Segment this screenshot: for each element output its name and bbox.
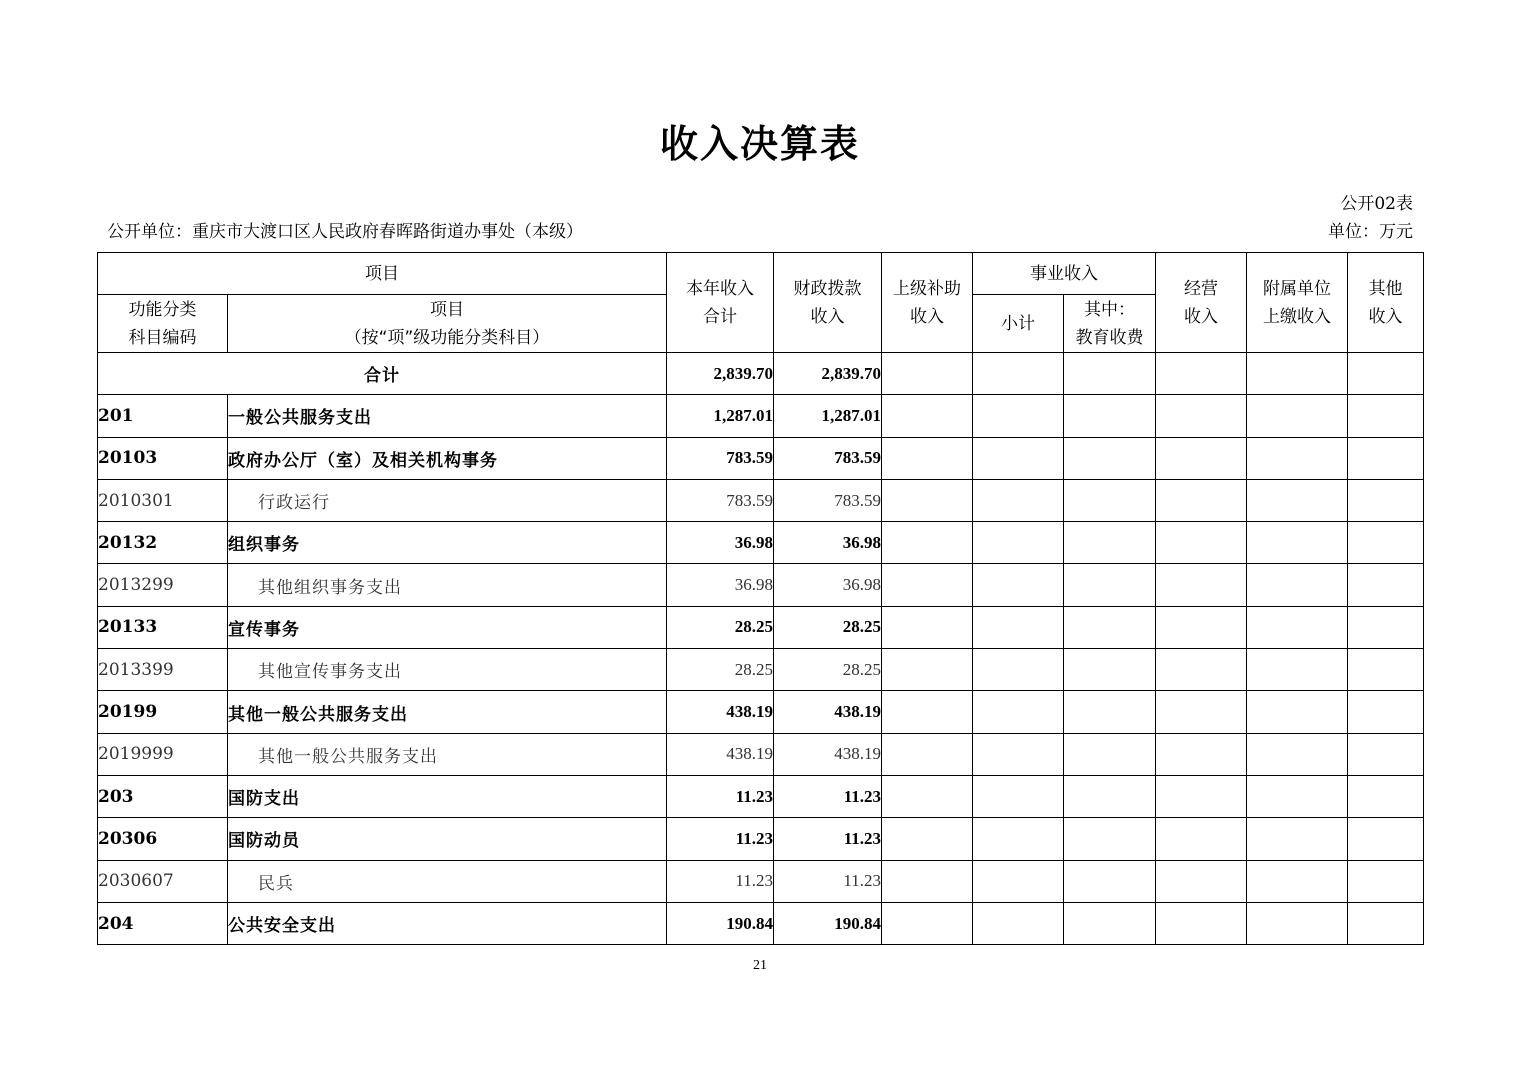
empty-cell <box>882 606 973 648</box>
empty-cell <box>1064 775 1156 817</box>
empty-cell <box>1156 733 1247 775</box>
empty-cell <box>1247 479 1348 521</box>
row-fiscal-income: 36.98 <box>774 522 882 564</box>
row-name: 组织事务 <box>228 522 667 564</box>
row-total-income: 28.25 <box>667 649 774 691</box>
table-row <box>98 733 1424 775</box>
row-total-income: 11.23 <box>667 818 774 860</box>
row-fiscal-income: 190.84 <box>774 902 882 944</box>
empty-cell <box>1348 606 1424 648</box>
empty-cell <box>1247 691 1348 733</box>
row-code: 2013299 <box>98 564 228 606</box>
empty-cell <box>1156 691 1247 733</box>
table-row <box>98 395 1424 437</box>
row-code: 204 <box>98 902 228 944</box>
row-name: 其他宣传事务支出 <box>228 649 667 691</box>
empty-cell <box>973 902 1064 944</box>
empty-cell <box>1064 353 1156 395</box>
empty-cell <box>1156 902 1247 944</box>
empty-cell <box>882 437 973 479</box>
empty-cell <box>1156 395 1247 437</box>
header-business-income: 事业收入 <box>973 253 1156 295</box>
row-total-income: 36.98 <box>667 564 774 606</box>
empty-cell <box>882 395 973 437</box>
empty-cell <box>882 902 973 944</box>
empty-cell <box>1156 564 1247 606</box>
table-row <box>98 606 1424 648</box>
row-code: 20133 <box>98 606 228 648</box>
empty-cell <box>1348 860 1424 902</box>
table-body <box>98 353 1424 945</box>
table-row <box>98 649 1424 691</box>
empty-cell <box>1247 733 1348 775</box>
empty-cell <box>1064 649 1156 691</box>
row-code: 2013399 <box>98 649 228 691</box>
row-fiscal-income: 28.25 <box>774 649 882 691</box>
table-row <box>98 860 1424 902</box>
empty-cell <box>1156 522 1247 564</box>
empty-cell <box>1348 902 1424 944</box>
empty-cell <box>1247 860 1348 902</box>
empty-cell <box>1348 522 1424 564</box>
row-fiscal-income: 11.23 <box>774 818 882 860</box>
header-affiliated-income: 附属单位 上缴收入 <box>1247 253 1348 353</box>
row-name: 其他一般公共服务支出 <box>228 733 667 775</box>
row-total-income: 783.59 <box>667 437 774 479</box>
empty-cell <box>973 522 1064 564</box>
empty-cell <box>1348 733 1424 775</box>
empty-cell <box>1348 691 1424 733</box>
empty-cell <box>973 353 1064 395</box>
row-code: 20199 <box>98 691 228 733</box>
row-name: 其他一般公共服务支出 <box>228 691 667 733</box>
row-fiscal-income: 783.59 <box>774 479 882 521</box>
header-total-income: 本年收入 合计 <box>667 253 774 353</box>
empty-cell <box>882 522 973 564</box>
row-total-income: 11.23 <box>667 775 774 817</box>
empty-cell <box>1247 353 1348 395</box>
row-code: 20103 <box>98 437 228 479</box>
empty-cell <box>973 564 1064 606</box>
table-row <box>98 479 1424 521</box>
empty-cell <box>1064 479 1156 521</box>
table-number: 公开02表 <box>1340 194 1413 214</box>
row-name: 一般公共服务支出 <box>228 395 667 437</box>
table-row <box>98 691 1424 733</box>
row-code: 2010301 <box>98 479 228 521</box>
row-fiscal-income: 438.19 <box>774 733 882 775</box>
empty-cell <box>973 818 1064 860</box>
row-code: 203 <box>98 775 228 817</box>
empty-cell <box>1348 437 1424 479</box>
table-row <box>98 902 1424 944</box>
row-name: 宣传事务 <box>228 606 667 648</box>
empty-cell <box>973 691 1064 733</box>
money-unit: 单位：万元 <box>1328 222 1413 242</box>
reporting-unit: 公开单位：重庆市大渡口区人民政府春晖路街道办事处（本级） <box>107 222 583 242</box>
row-code: 201 <box>98 395 228 437</box>
row-name: 民兵 <box>228 860 667 902</box>
empty-cell <box>882 818 973 860</box>
empty-cell <box>1247 902 1348 944</box>
empty-cell <box>1348 649 1424 691</box>
header-education-fee: 其中： 教育收费 <box>1064 295 1156 353</box>
row-fiscal-income: 1,287.01 <box>774 395 882 437</box>
total-label: 合计 <box>98 353 667 395</box>
empty-cell <box>1156 775 1247 817</box>
empty-cell <box>1064 606 1156 648</box>
row-code: 20132 <box>98 522 228 564</box>
empty-cell <box>1348 479 1424 521</box>
empty-cell <box>1247 818 1348 860</box>
empty-cell <box>1156 437 1247 479</box>
total-income-value: 2,839.70 <box>667 353 774 395</box>
row-fiscal-income: 783.59 <box>774 437 882 479</box>
header-other-income: 其他 收入 <box>1348 253 1424 353</box>
row-code: 20306 <box>98 818 228 860</box>
empty-cell <box>1247 606 1348 648</box>
empty-cell <box>1064 691 1156 733</box>
empty-cell <box>1064 902 1156 944</box>
row-code: 2030607 <box>98 860 228 902</box>
row-total-income: 1,287.01 <box>667 395 774 437</box>
empty-cell <box>973 395 1064 437</box>
empty-cell <box>882 353 973 395</box>
empty-cell <box>1247 564 1348 606</box>
empty-cell <box>1156 649 1247 691</box>
empty-cell <box>973 860 1064 902</box>
empty-cell <box>882 733 973 775</box>
header-function-code: 功能分类 科目编码 <box>98 295 228 353</box>
empty-cell <box>1348 818 1424 860</box>
header-subtotal: 小计 <box>973 295 1064 353</box>
empty-cell <box>1348 353 1424 395</box>
empty-cell <box>1247 395 1348 437</box>
row-fiscal-income: 28.25 <box>774 606 882 648</box>
table-row <box>98 775 1424 817</box>
header-item-name: 项目 （按“项”级功能分类科目） <box>228 295 667 353</box>
row-name: 公共安全支出 <box>228 902 667 944</box>
row-fiscal-income: 36.98 <box>774 564 882 606</box>
total-row <box>98 353 1424 395</box>
row-code: 2019999 <box>98 733 228 775</box>
empty-cell <box>1348 775 1424 817</box>
header-item: 项目 <box>98 253 667 295</box>
empty-cell <box>1064 437 1156 479</box>
row-name: 行政运行 <box>228 479 667 521</box>
empty-cell <box>882 649 973 691</box>
empty-cell <box>1247 522 1348 564</box>
empty-cell <box>882 775 973 817</box>
empty-cell <box>973 775 1064 817</box>
row-name: 政府办公厅（室）及相关机构事务 <box>228 437 667 479</box>
empty-cell <box>882 479 973 521</box>
empty-cell <box>1156 860 1247 902</box>
empty-cell <box>882 691 973 733</box>
empty-cell <box>1247 649 1348 691</box>
empty-cell <box>1247 437 1348 479</box>
total-fiscal-value: 2,839.70 <box>774 353 882 395</box>
empty-cell <box>1156 818 1247 860</box>
row-total-income: 438.19 <box>667 691 774 733</box>
header-superior-subsidy: 上级补助 收入 <box>882 253 973 353</box>
empty-cell <box>973 437 1064 479</box>
empty-cell <box>1064 818 1156 860</box>
empty-cell <box>1156 479 1247 521</box>
row-total-income: 28.25 <box>667 606 774 648</box>
row-fiscal-income: 11.23 <box>774 860 882 902</box>
empty-cell <box>1064 733 1156 775</box>
empty-cell <box>1348 395 1424 437</box>
table-row <box>98 522 1424 564</box>
header-fiscal-appropriation: 财政拨款 收入 <box>774 253 882 353</box>
table-row <box>98 437 1424 479</box>
row-total-income: 190.84 <box>667 902 774 944</box>
empty-cell <box>1156 606 1247 648</box>
table-row <box>98 818 1424 860</box>
table-row <box>98 564 1424 606</box>
page-title: 收入决算表 <box>659 122 860 166</box>
income-settlement-table <box>97 252 1424 945</box>
row-total-income: 11.23 <box>667 860 774 902</box>
row-total-income: 36.98 <box>667 522 774 564</box>
empty-cell <box>1064 564 1156 606</box>
row-name: 国防支出 <box>228 775 667 817</box>
empty-cell <box>1156 353 1247 395</box>
empty-cell <box>1064 522 1156 564</box>
row-total-income: 783.59 <box>667 479 774 521</box>
row-fiscal-income: 11.23 <box>774 775 882 817</box>
empty-cell <box>973 606 1064 648</box>
empty-cell <box>1064 860 1156 902</box>
empty-cell <box>973 479 1064 521</box>
empty-cell <box>973 649 1064 691</box>
row-name: 其他组织事务支出 <box>228 564 667 606</box>
row-total-income: 438.19 <box>667 733 774 775</box>
row-fiscal-income: 438.19 <box>774 691 882 733</box>
empty-cell <box>882 564 973 606</box>
header-operating-income: 经营 收入 <box>1156 253 1247 353</box>
row-name: 国防动员 <box>228 818 667 860</box>
page-number: 21 <box>753 958 767 973</box>
empty-cell <box>1064 395 1156 437</box>
empty-cell <box>1348 564 1424 606</box>
empty-cell <box>882 860 973 902</box>
empty-cell <box>1247 775 1348 817</box>
empty-cell <box>973 733 1064 775</box>
